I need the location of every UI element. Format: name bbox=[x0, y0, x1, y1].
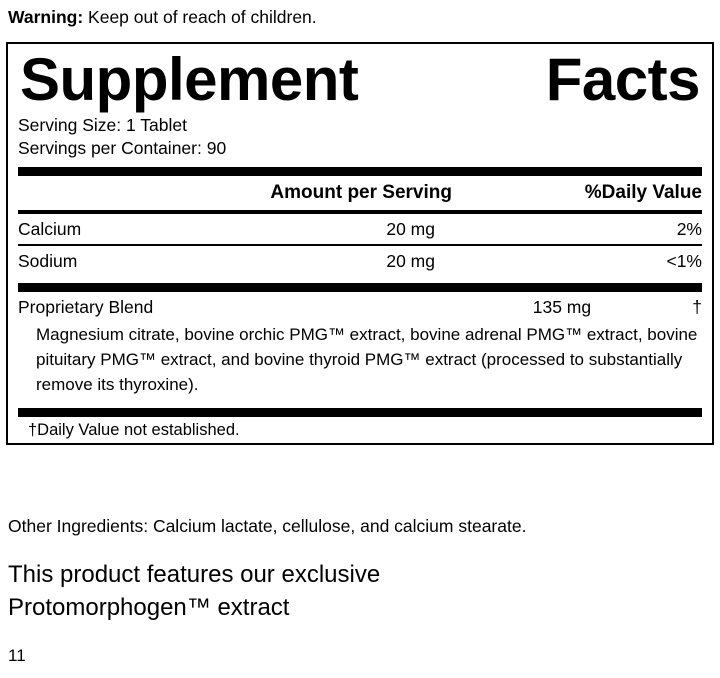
warning-label: Warning: bbox=[8, 7, 84, 27]
blend-table bbox=[18, 292, 702, 322]
rule-top-thick bbox=[18, 167, 702, 176]
page-number: 11 bbox=[8, 646, 26, 665]
other-ingredients: Other Ingredients: Calcium lactate, cellulose, and calcium stearate. bbox=[8, 516, 527, 536]
panel-title bbox=[18, 48, 702, 112]
nutrient-amount: 20 mg bbox=[386, 251, 435, 271]
servings-per-container: Servings per Container: 90 bbox=[18, 138, 227, 158]
table-header-row bbox=[18, 176, 702, 210]
product-feature-text bbox=[8, 558, 708, 624]
facts-table bbox=[18, 176, 702, 276]
blend-name: Proprietary Blend bbox=[18, 297, 154, 317]
warning-text bbox=[8, 6, 317, 28]
nutrient-name: Sodium bbox=[18, 251, 78, 271]
table-row bbox=[18, 246, 702, 276]
rule-above-blend bbox=[18, 283, 702, 292]
panel-title-supplement: Supplement bbox=[20, 46, 359, 113]
warning-body: Keep out of reach of children. bbox=[83, 7, 317, 27]
blend-amount: 135 mg bbox=[532, 297, 592, 317]
header-daily-value: %Daily Value bbox=[584, 182, 702, 203]
table-row bbox=[18, 292, 702, 322]
rule-below-blend bbox=[18, 408, 702, 417]
header-amount-per-serving: Amount per Serving bbox=[270, 182, 452, 203]
nutrient-daily-value: 2% bbox=[676, 219, 702, 239]
product-feature-line1: This product features our exclusive bbox=[8, 561, 381, 588]
nutrient-amount: 20 mg bbox=[386, 219, 435, 239]
serving-size: Serving Size: 1 Tablet bbox=[18, 115, 187, 135]
blend-description: Magnesium citrate, bovine orchic PMG™ extract, bovine adrenal PMG™ extract, bovine pituitary PMG™ extract, and bovine thyroid PMG™ extract (processed to substantially remove its thyroxine). bbox=[36, 325, 698, 394]
nutrient-name: Calcium bbox=[18, 219, 82, 239]
product-feature-line2: Protomorphogen™ extract bbox=[8, 594, 290, 621]
daily-value-footnote: †Daily Value not established. bbox=[28, 421, 240, 439]
table-row bbox=[18, 214, 702, 244]
header-nutrient bbox=[18, 176, 120, 210]
blend-daily-value: † bbox=[692, 297, 702, 317]
nutrient-daily-value: <1% bbox=[666, 251, 702, 271]
panel-title-facts: Facts bbox=[545, 46, 700, 113]
supplement-facts-panel bbox=[6, 42, 714, 445]
